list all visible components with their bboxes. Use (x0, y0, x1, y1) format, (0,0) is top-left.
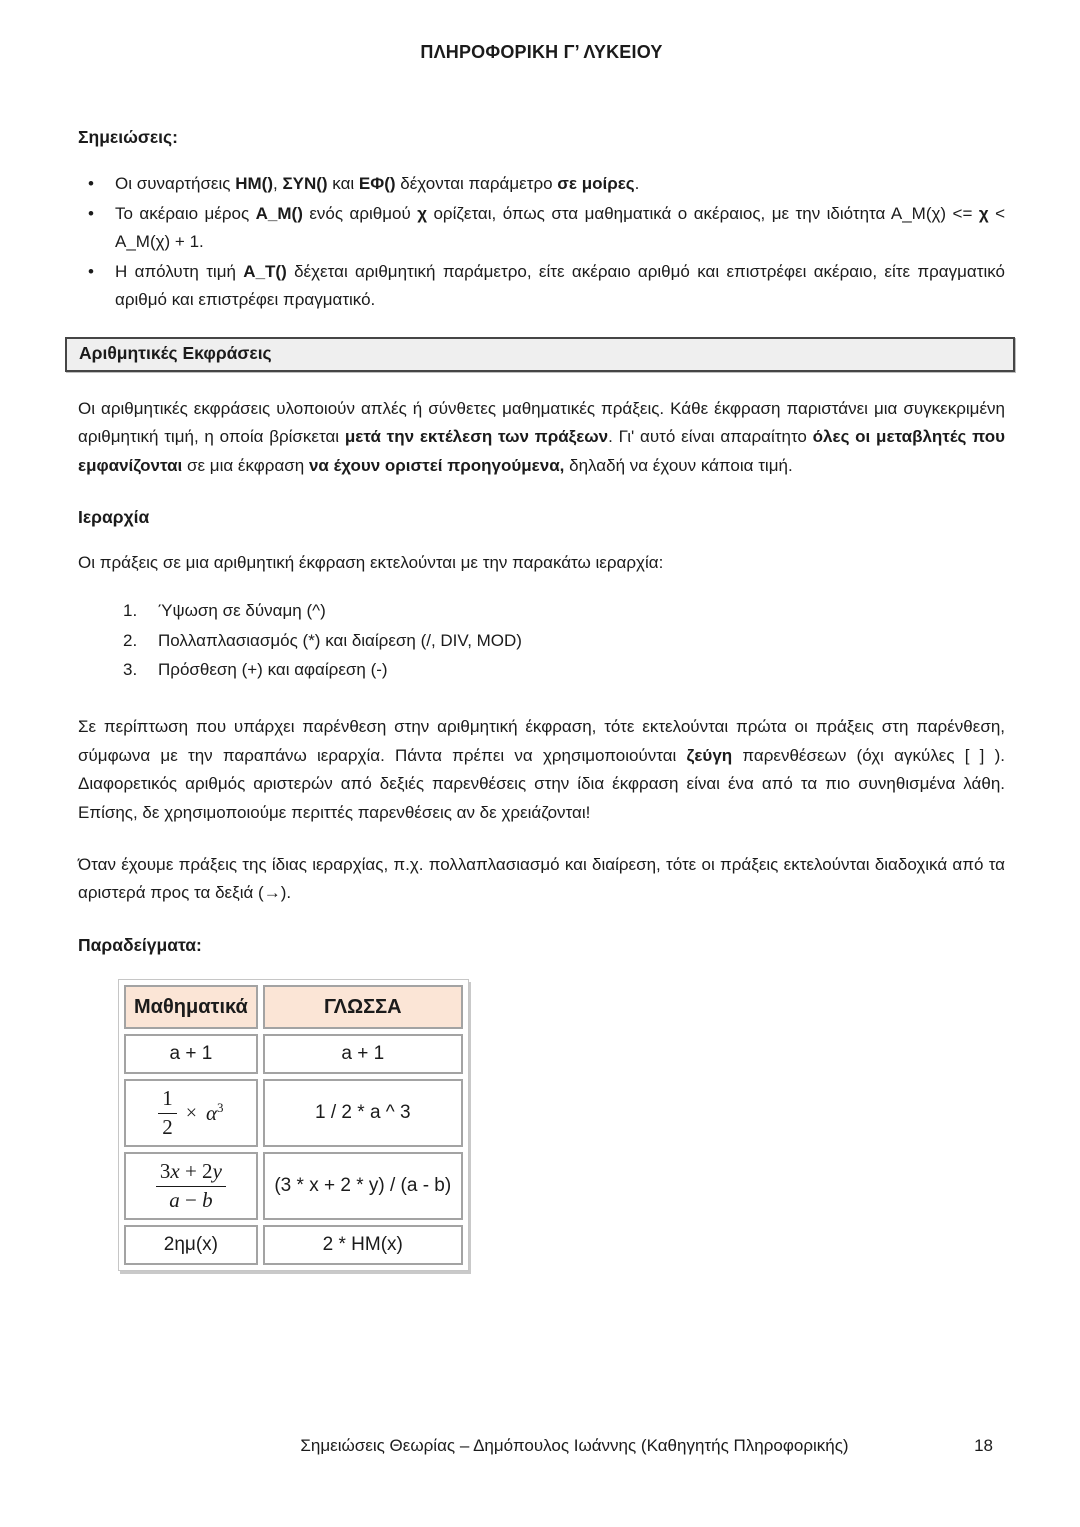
hierarchy-heading: Ιεραρχία (78, 506, 150, 527)
table-header-math: Μαθηματικά (124, 985, 258, 1029)
hierarchy-list (123, 596, 1005, 685)
power-expression (206, 1100, 224, 1126)
examples-table (119, 980, 468, 1270)
math-cell: a + 1 (124, 1034, 258, 1074)
page-footer (78, 1432, 1005, 1460)
table-header-glossa: ΓΛΩΣΣΑ (263, 985, 463, 1029)
page-number: 18 (974, 1436, 993, 1455)
document-title: ΠΛΗΡΟΦΟΡΙΚΗ Γ’ ΛΥΚΕΙΟΥ (420, 42, 663, 62)
item-number: 1. (123, 601, 138, 621)
hierarchy-item (123, 596, 1005, 626)
footer-text: Σημειώσεις Θεωρίας – Δημόπουλος Ιωάννης (Καθηγητής Πληροφορικής) (300, 1436, 849, 1455)
fraction-numerator: 1 (158, 1087, 177, 1114)
power-exponent: 3 (217, 1100, 224, 1116)
note-bullet-item (78, 258, 1005, 315)
table-row (124, 1034, 463, 1074)
same-level-paragraph: Όταν έχουμε πράξεις της ίδιας ιεραρχίας, π.χ. πολλαπλασιασμό και διαίρεση, τότε οι πράξεις εκτελούνται διαδοχικά από τα αριστερά προς τα δεξιά (→). (78, 854, 1005, 903)
fraction (156, 1160, 226, 1212)
glossa-cell: 1 / 2 * a ^ 3 (263, 1079, 463, 1147)
table-header-row (124, 985, 463, 1029)
parentheses-paragraph: Σε περίπτωση που υπάρχει παρένθεση στην αριθμητική έκφραση, τότε εκτελούνται πρώτα οι πράξεις στη παρένθεση, σύμφωνα με την παραπάνω ιεραρχία. Πάντα πρέπει να χρησιμοποιούνται ζεύγη παρενθέσεων (όχι αγκύλες [ ] ). Διαφορετικός αριθμός αριστερών από δεξιές παρενθέσεις στην ίδια έκφραση είναι ένα από τα πιο συνηθισμένα λάθη. Επίσης, δε χρησιμοποιούμε περιττές παρενθέσεις αν δε χρειάζονται! (78, 716, 1005, 822)
multiply-sign: × (185, 1101, 198, 1124)
table-row (124, 1152, 463, 1220)
math-cell (124, 1079, 258, 1147)
glossa-cell: a + 1 (263, 1034, 463, 1074)
section-heading-box (65, 337, 1015, 372)
table-row (124, 1225, 463, 1265)
notes-heading: Σημειώσεις: (78, 127, 178, 147)
section-heading-label: Αριθμητικές Εκφράσεις (79, 342, 272, 363)
examples-table-frame (118, 979, 469, 1271)
item-text: Πρόσθεση (+) και αφαίρεση (-) (158, 660, 388, 680)
item-number: 2. (123, 630, 138, 650)
fraction (158, 1087, 177, 1139)
note-bullet-item (78, 170, 1005, 199)
item-text: Πολλαπλασιασμός (*) και διαίρεση (/, DIV, MOD) (158, 630, 522, 650)
fraction-denominator: a − b (169, 1187, 213, 1212)
item-number: 3. (123, 660, 138, 680)
note-bullet-text: Η απόλυτη τιμή Α_Τ() δέχεται αριθμητική παράμετρο, είτε ακέραιο αριθμό και επιστρέφει ακέραιο, είτε πραγματικό αριθμό και επιστρέφει πραγματικό. (115, 261, 1005, 309)
math-cell (124, 1152, 258, 1220)
examples-heading: Παραδείγματα: (78, 935, 202, 956)
power-base: α (206, 1101, 218, 1126)
glossa-cell: 2 * HM(x) (263, 1225, 463, 1265)
fraction-numerator: 3x + 2y (156, 1160, 226, 1187)
table-row (124, 1079, 463, 1147)
note-bullet-item (78, 200, 1005, 257)
fraction-denominator: 2 (162, 1114, 173, 1139)
hierarchy-item (123, 626, 1005, 656)
arithmetic-paragraph: Οι αριθμητικές εκφράσεις υλοποιούν απλές ή σύνθετες μαθηματικές πράξεις. Κάθε έκφραση παριστάνει μια συγκεκριμένη αριθμητική τιμή, η οποία βρίσκεται μετά την εκτέλεση των πράξεων. Γι' αυτό είναι απαραίτητο όλες οι μεταβλητές που εμφανίζονται σε μια έκφραση να έχουν οριστεί προηγούμενα, δηλαδή να έχουν κάποια τιμή. (78, 398, 1005, 475)
note-bullet-text: Το ακέραιο μέρος Α_Μ() ενός αριθμού χ ορίζεται, όπως στα μαθηματικά ο ακέραιος, με την ιδιότητα Α_Μ(χ) <= χ < Α_Μ(χ) + 1. (115, 203, 1006, 251)
hierarchy-intro: Οι πράξεις σε μια αριθμητική έκφραση εκτελούνται με την παρακάτω ιεραρχία: (78, 552, 664, 572)
math-cell: 2ημ(x) (124, 1225, 258, 1265)
note-bullet-text: Οι συναρτήσεις ΗΜ(), ΣΥΝ() και ΕΦ() δέχονται παράμετρο σε μοίρες. (115, 174, 640, 193)
notes-list (78, 170, 1005, 315)
hierarchy-item (123, 655, 1005, 685)
item-text: Ύψωση σε δύναμη (^) (158, 601, 326, 621)
glossa-cell: (3 * x + 2 * y) / (a - b) (263, 1152, 463, 1220)
